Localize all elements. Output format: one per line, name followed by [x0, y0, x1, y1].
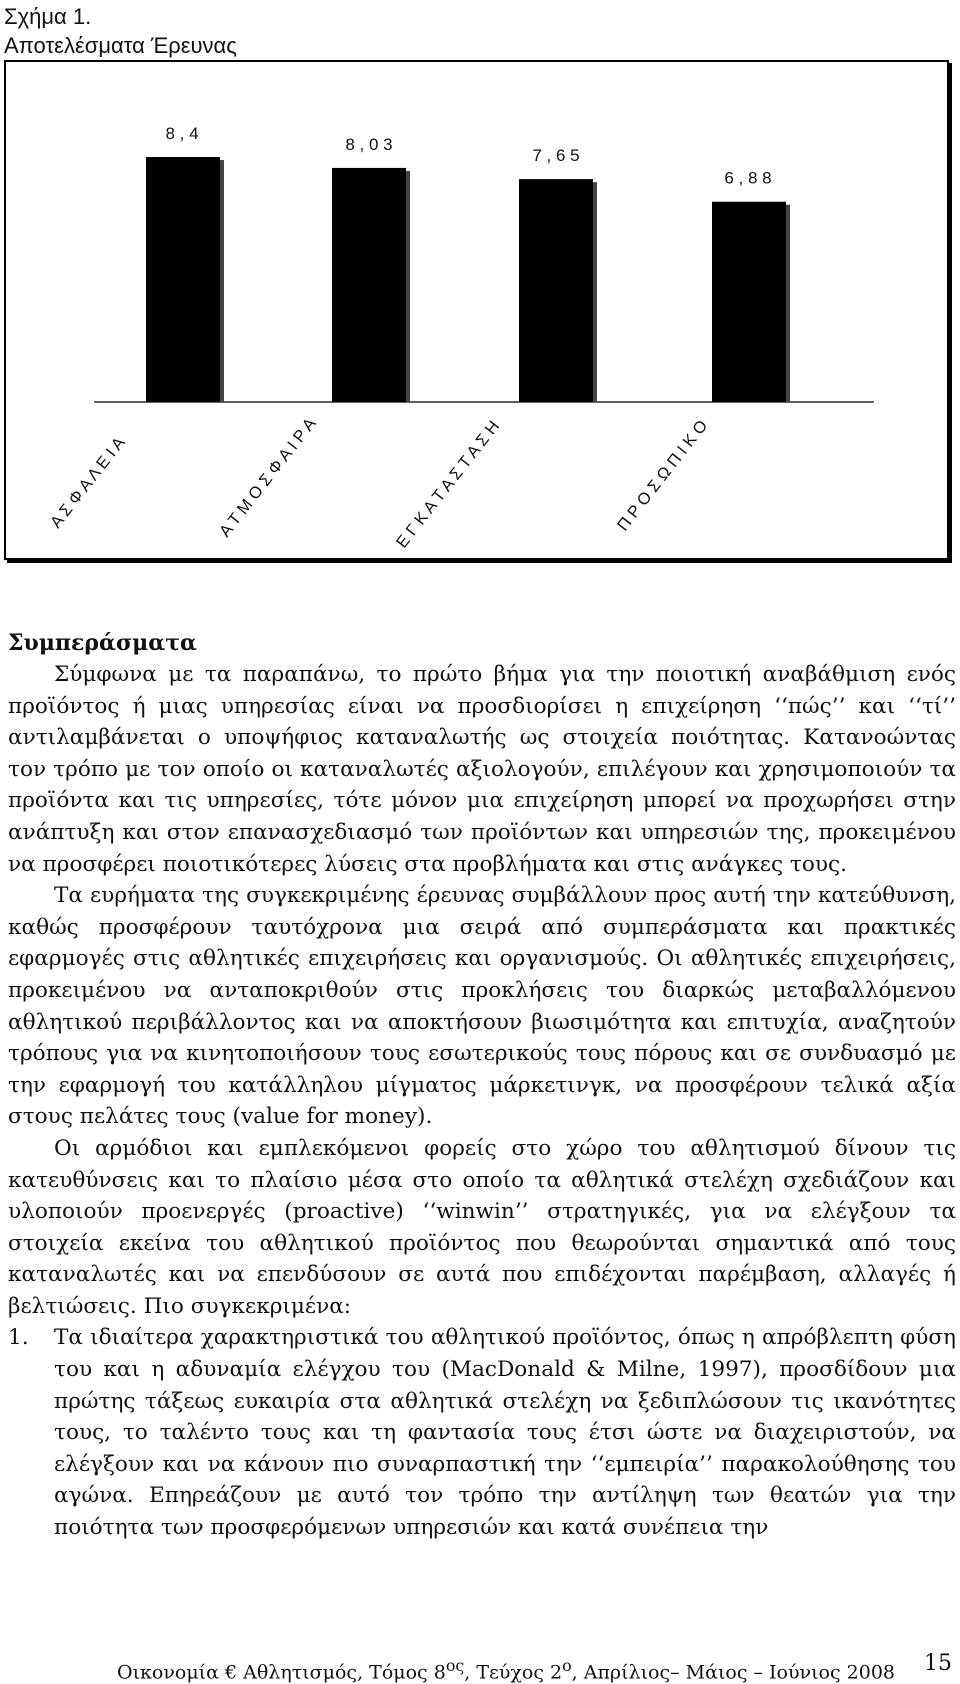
- section-title: Συμπεράσματα: [8, 630, 197, 656]
- bar-shadow-1: [220, 160, 224, 402]
- category-label-4: Π Ρ Ο Σ Ω Π Ι Κ Ο: [613, 416, 712, 535]
- data-label-4: 6 , 8 8: [724, 168, 772, 188]
- bar-chart-frame: [4, 60, 949, 560]
- paragraph-2: Τα ευρήματα της συγκεκριμένης έρευνας συμβάλλουν προς αυτή την κατεύθυνση, καθώς προσφέρουν ταυτόχρονα μια σειρά από συμπεράσματα και πρακτικές εφαρμογές στις αθλητικές επιχειρήσεις και οργανισμούς. Οι αθλητικές επιχειρήσεις, προκειμένου να ανταποκριθούν στις προκλήσεις του διαρκώς μεταβαλλόμενου αθλητικού περιβάλλοντος και να αποκτήσουν βιωσιμότητα και επιτυχία, αναζητούν τρόπους για να κινητοποιήσουν τους εσωτερικούς τους πόρους και σε συνδυασμό με την εφαρμογή του κατάλληλου μίγματος μάρκετινγκ, να προσφέρουν τελικά αξία στους πελάτες τους (value for money).: [8, 883, 956, 1130]
- list-item-text: Τα ιδιαίτερα χαρακτηριστικά του αθλητικού προϊόντος, όπως η απρόβλεπτη φύση του και η αδυναμία ελέγχου του (MacDonald & Milne, 1997), προσδίδουν μια πρώτης τάξεως ευκαιρία στα αθλητικά στελέχη να ξεδιπλώσουν τις ικανότητες τους, το ταλέντο τους και τη φαντασία τους έτσι ώστε να διαχειριστούν, να ελέγξουν και να κάνουν πιο συναρπαστική την ‘‘εμπειρία’’ παρακολούθησης του αγώνα. Επηρεάζουν με αυτό τον τρόπο την αντίληψη των θεατών για την ποιότητα των προσφερόμενων υπηρεσιών και κατά συνέπεια την: [54, 1325, 956, 1541]
- bar-2: [332, 168, 406, 402]
- figure-title: Αποτελέσματα Έρευνας: [4, 33, 237, 58]
- journal-volume: Οικονομία € Αθλητισμός, Τόμος 8: [117, 1661, 446, 1684]
- paragraph-3: Οι αρμόδιοι και εμπλεκόμενοι φορείς στο χώρο του αθλητισμού δίνουν τις κατευθύνσεις και το πλαίσιο μέσα στο οποίο τα αθλητικά στελέχη σχεδιάζουν και υλοποιούν προενεργές (proactive) ‘‘winwin’’ στρατηγικές, για να ελέγξουν τα στοιχεία εκείνα του αθλητικού προϊόντος που θεωρούνται σημαντικά από τους καταναλωτές και να επενδύσουν σε αυτά που επιδέχονται παρέμβαση, αλλαγές ή βελτιώσεις. Πιο συγκεκριμένα:: [8, 1135, 956, 1319]
- bar-chart: [6, 62, 947, 558]
- issue-suffix: ο: [562, 1656, 572, 1675]
- category-label-2: Α Τ Μ Ο Σ Φ Α Ι Ρ Α: [215, 414, 320, 541]
- bar-shadow-4: [786, 205, 790, 402]
- page-number: 15: [924, 1651, 952, 1676]
- figure-label: Σχήμα 1.: [4, 4, 92, 29]
- bar-shadow-2: [406, 171, 410, 402]
- bar-1: [146, 157, 220, 402]
- volume-suffix: ος: [445, 1656, 465, 1675]
- journal-issue: , Τεύχος 2: [464, 1661, 563, 1684]
- journal-date: , Απρίλιος– Μάιος – Ιούνιος 2008: [571, 1661, 896, 1684]
- list-item: [8, 1322, 956, 1543]
- data-label-2: 8 , 0 3: [345, 134, 393, 154]
- list-item-number: 1.: [8, 1325, 29, 1351]
- data-label-3: 7 , 6 5: [532, 146, 580, 166]
- bar-4: [712, 202, 786, 402]
- bar-3: [519, 179, 593, 402]
- figure-heading: [4, 2, 237, 60]
- bar-shadow-3: [593, 182, 597, 402]
- category-label-3: Ε Γ Κ Α Τ Α Σ Τ Α Σ Η: [392, 417, 504, 552]
- category-label-1: Α Σ Φ Α Λ Ε Ι Α: [46, 433, 129, 532]
- paragraph-1: Σύμφωνα με τα παραπάνω, το πρώτο βήμα για την ποιοτική αναβάθμιση ενός προϊόντος ή μιας υπηρεσίας είναι να προσδιορίσει η επιχείρηση ‘‘πώς’’ και ‘‘τί’’ αντιλαμβάνεται ο υποψήφιος καταναλωτής ως στοιχεία ποιότητας. Κατανοώντας τον τρόπο με τον οποίο οι καταναλωτές αξιολογούν, επιλέγουν και χρησιμοποιούν τα προϊόντα και τις υπηρεσίες, τότε μόνον μια επιχείρηση μπορεί να προχωρήσει στην ανάπτυξη και στον επανασχεδιασμό των προϊόντων και υπηρεσιών της, προκειμένου να προσφέρει ποιοτικότερες λύσεις στα προβλήματα και στις ανάγκες τους.: [8, 662, 956, 877]
- data-label-1: 8 , 4: [165, 124, 199, 144]
- article-body: [8, 627, 956, 1544]
- journal-citation: [117, 1654, 895, 1684]
